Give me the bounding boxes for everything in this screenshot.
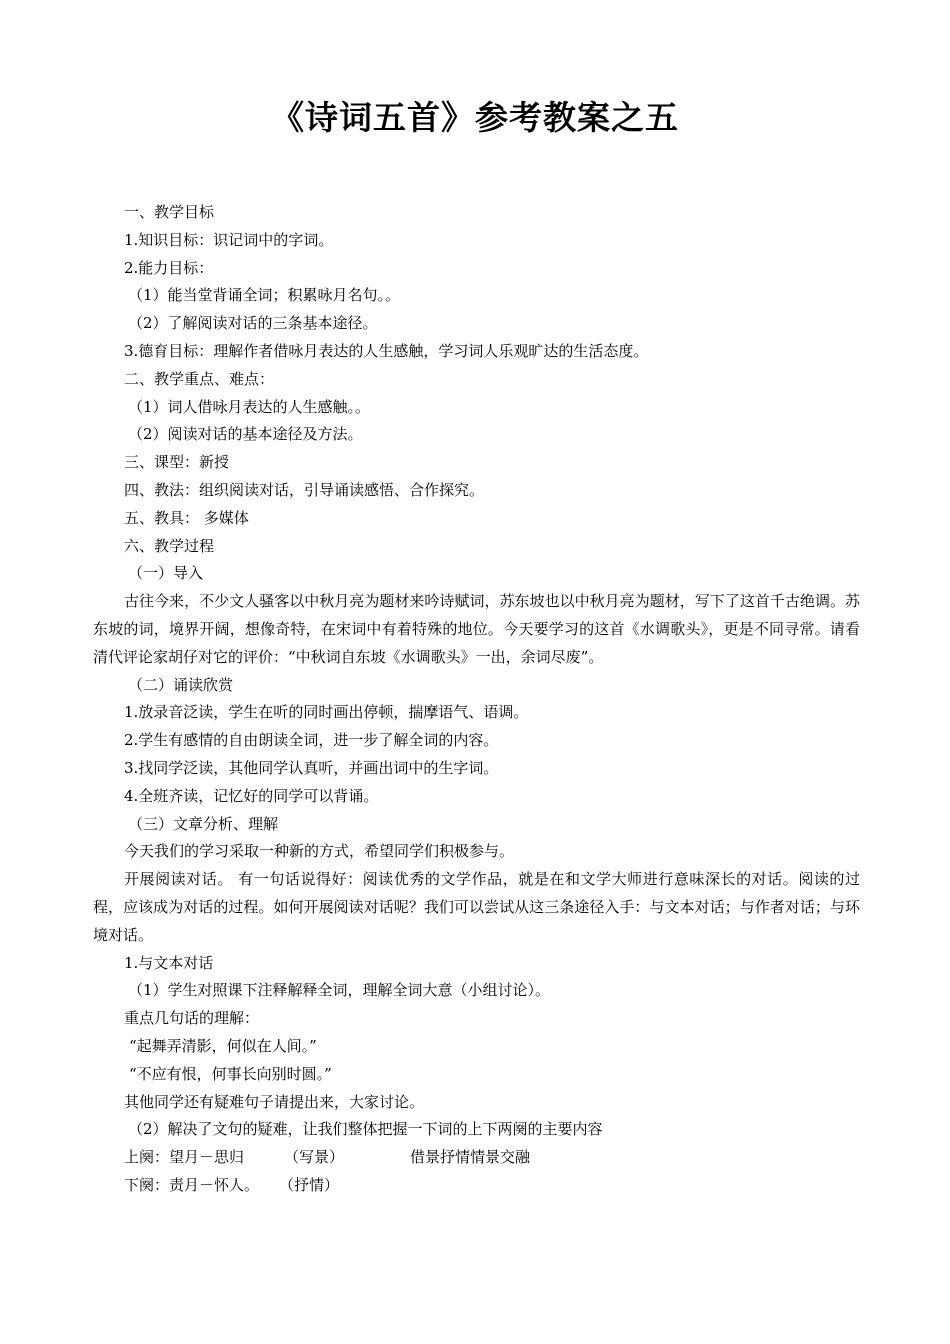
section-heading-process: 六、教学过程 — [124, 536, 215, 555]
quote-line: “起舞弄清影，何似在人间。” — [129, 1036, 317, 1055]
text-line: 4.全班齐读，记忆好的同学可以背诵。 — [124, 786, 379, 805]
section-heading-method: 四、教法：组织阅读对话，引导诵读感悟、合作探究。 — [124, 480, 485, 499]
paragraph-intro: 古往今来，不少文人骚客以中秋月亮为题材来吟诗赋词，苏东坡也以中秋月亮为题材，写下了这首千古绝调。苏东坡的词，境界开阔，想像奇特，在宋词中有着特殊的地位。今天要学习的这首《水调歌头》，更是不同寻常。请看清代评论家胡仔对它的评价：“中秋词自东坡《水调歌头》一出，余词尽废”。 — [93, 592, 860, 666]
section-heading-tools: 五、教具： 多媒体 — [124, 508, 249, 527]
summary-line-upper — [93, 1144, 860, 1172]
text-line: （2）解决了文句的疑难，让我们整体把握一下词的上下两阕的主要内容 — [128, 1120, 603, 1139]
text-line: 1.放录音泛读，学生在听的同时画出停顿，揣摩语气、语调。 — [124, 703, 529, 722]
text-line: （1）能当堂背诵全词；积累咏月名句。。 — [128, 286, 401, 305]
section-heading-keypoints: 二、教学重点、难点： — [124, 369, 275, 388]
text-line: （1）词人借咏月表达的人生感触。。 — [128, 397, 371, 416]
subsection-heading-intro: （一）导入 — [128, 564, 204, 583]
document-body — [93, 199, 860, 1200]
summary-lower-type: （抒情） — [279, 1175, 340, 1194]
text-line: 1.知识目标：识记词中的字词。 — [124, 230, 334, 249]
summary-line-lower — [93, 1172, 860, 1200]
text-line: 3.德育目标：理解作者借咏月表达的人生感触，学习词人乐观旷达的生活态度。 — [124, 341, 649, 360]
text-line: 今天我们的学习采取一种新的方式，希望同学们积极参与。 — [124, 842, 515, 861]
summary-lower-label: 下阕：责月－怀人。 — [124, 1175, 260, 1194]
quote-line: “不应有恨，何事长向别时圆。” — [129, 1064, 332, 1083]
text-line: 其他同学还有疑难句子请提出来，大家讨论。 — [124, 1092, 425, 1111]
paragraph-dialogue: 开展阅读对话。 有一句话说得好：阅读优秀的文学作品，就是在和文学大师进行意味深长的对话。阅读的过程，应该成为对话的过程。如何开展阅读对话呢？我们可以尝试从这三条途径入手：与文本对话；与作者对话；与环境对话。 — [93, 870, 860, 944]
text-line: 重点几句话的理解： — [124, 1009, 260, 1028]
summary-upper-note: 借景抒情情景交融 — [410, 1148, 531, 1167]
summary-upper-type: （写景） — [284, 1148, 345, 1167]
text-line: （1）学生对照课下注释解释全词，理解全词大意（小组讨论）。 — [128, 981, 551, 1000]
subsection-heading-analysis: （三）文章分析、理解 — [128, 814, 279, 833]
text-line: （2）阅读对话的基本途径及方法。 — [128, 425, 363, 444]
summary-upper-label: 上阕：望月－思归 — [124, 1148, 245, 1167]
text-line: 2.能力目标： — [124, 258, 214, 277]
section-heading-lesson-type: 三、课型：新授 — [124, 453, 230, 472]
document-title: 《诗词五首》参考教案之五 — [271, 98, 679, 137]
text-line: 2.学生有感情的自由朗读全词，进一步了解全词的内容。 — [124, 731, 499, 750]
text-line: （2）了解阅读对话的三条基本途径。 — [128, 314, 378, 333]
section-heading-objectives: 一、教学目标 — [124, 203, 215, 221]
text-line: 3.找同学泛读，其他同学认真听，并画出词中的生字词。 — [124, 758, 499, 777]
subsection-heading-reading: （二）诵读欣赏 — [128, 675, 234, 694]
text-line: 1.与文本对话 — [124, 953, 214, 972]
